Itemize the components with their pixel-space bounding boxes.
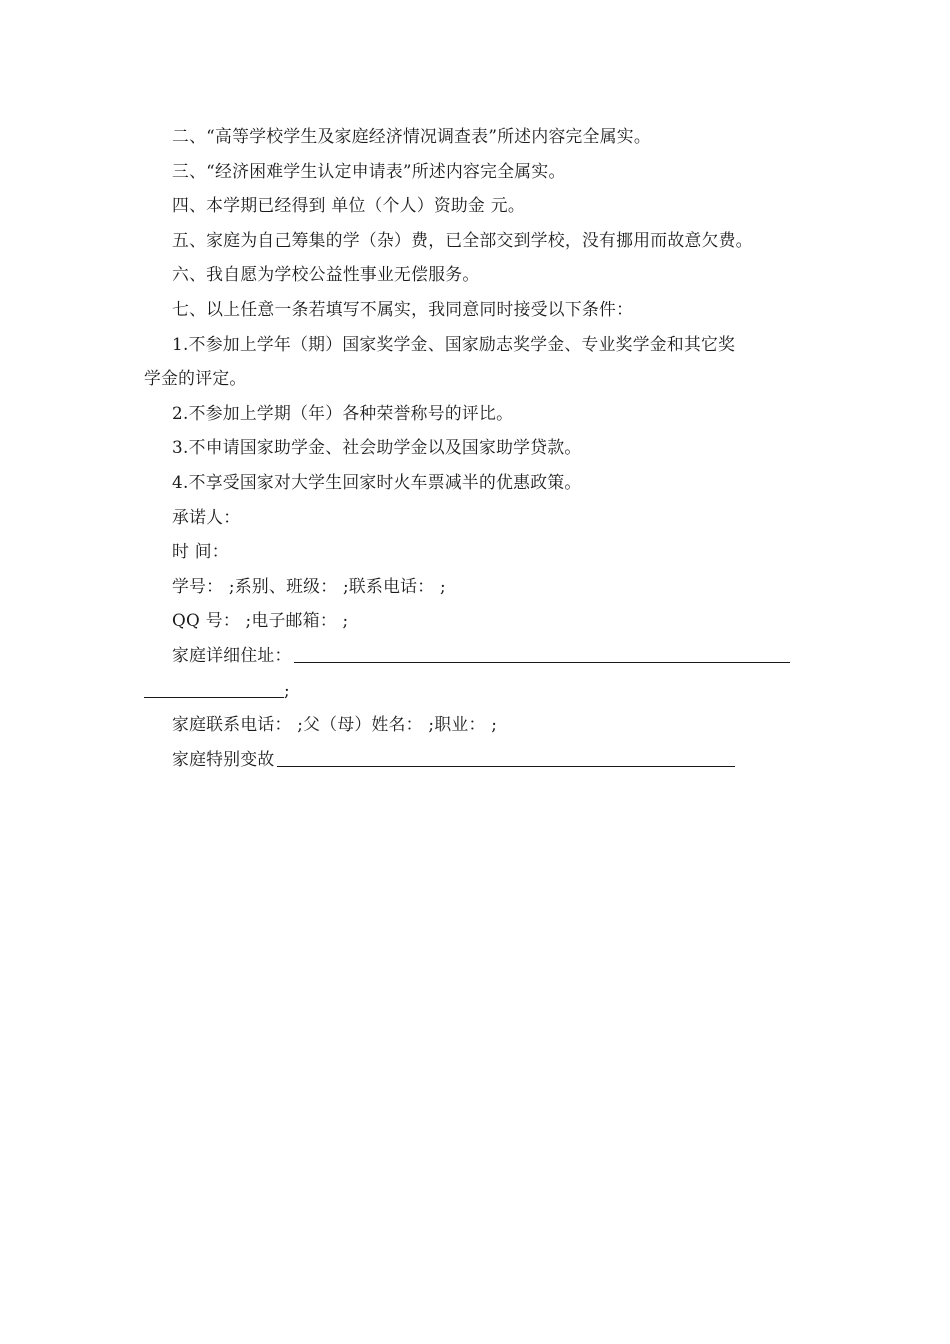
family-event-line bbox=[144, 742, 816, 777]
address-line bbox=[144, 638, 816, 673]
family-info-line: 家庭联系电话： ;父（母）姓名： ;职业： ; bbox=[172, 714, 498, 735]
address-end: ; bbox=[284, 679, 290, 700]
pledge-item-5: 五、家庭为自己筹集的学（杂）费，已全部交到学校，没有挪用而故意欠费。 bbox=[172, 229, 753, 250]
pledge-item-7: 七、以上任意一条若填写不属实，我同意同时接受以下条件： bbox=[172, 298, 634, 319]
condition-3: 3.不申请国家助学金、社会助学金以及国家助学贷款。 bbox=[172, 437, 582, 458]
family-event-label: 家庭特别变故 bbox=[172, 748, 275, 769]
signer-label: 承诺人： bbox=[172, 506, 241, 527]
pledge-item-2: 二、“高等学校学生及家庭经济情况调查表”所述内容完全属实。 bbox=[172, 126, 651, 146]
pledge-item-6: 六、我自愿为学校公益性事业无偿服务。 bbox=[172, 264, 480, 285]
condition-1-line-2: 学金的评定。 bbox=[144, 368, 247, 389]
condition-4: 4.不享受国家对大学生回家时火车票减半的优惠政策。 bbox=[172, 471, 582, 492]
pledge-body bbox=[144, 119, 816, 776]
contact-info-line: QQ 号： ;电子邮箱： ; bbox=[172, 610, 349, 631]
address-blank bbox=[294, 640, 790, 663]
address-line-continued bbox=[144, 673, 816, 708]
condition-1-line-1: 1.不参加上学年（期）国家奖学金、国家励志奖学金、专业奖学金和其它奖 bbox=[172, 333, 736, 354]
pledge-item-3: 三、“经济困难学生认定申请表”所述内容完全属实。 bbox=[172, 160, 566, 181]
condition-2: 2.不参加上学期（年）各种荣誉称号的评比。 bbox=[172, 402, 514, 423]
address-blank-continued bbox=[144, 675, 284, 698]
address-label: 家庭详细住址： bbox=[172, 644, 292, 665]
family-event-blank bbox=[277, 744, 735, 767]
student-info-line: 学号： ;系别、班级： ;联系电话： ; bbox=[172, 575, 446, 596]
pledge-item-4: 四、本学期已经得到 单位（个人）资助金 元。 bbox=[172, 195, 525, 216]
time-label: 时 间： bbox=[172, 541, 229, 562]
